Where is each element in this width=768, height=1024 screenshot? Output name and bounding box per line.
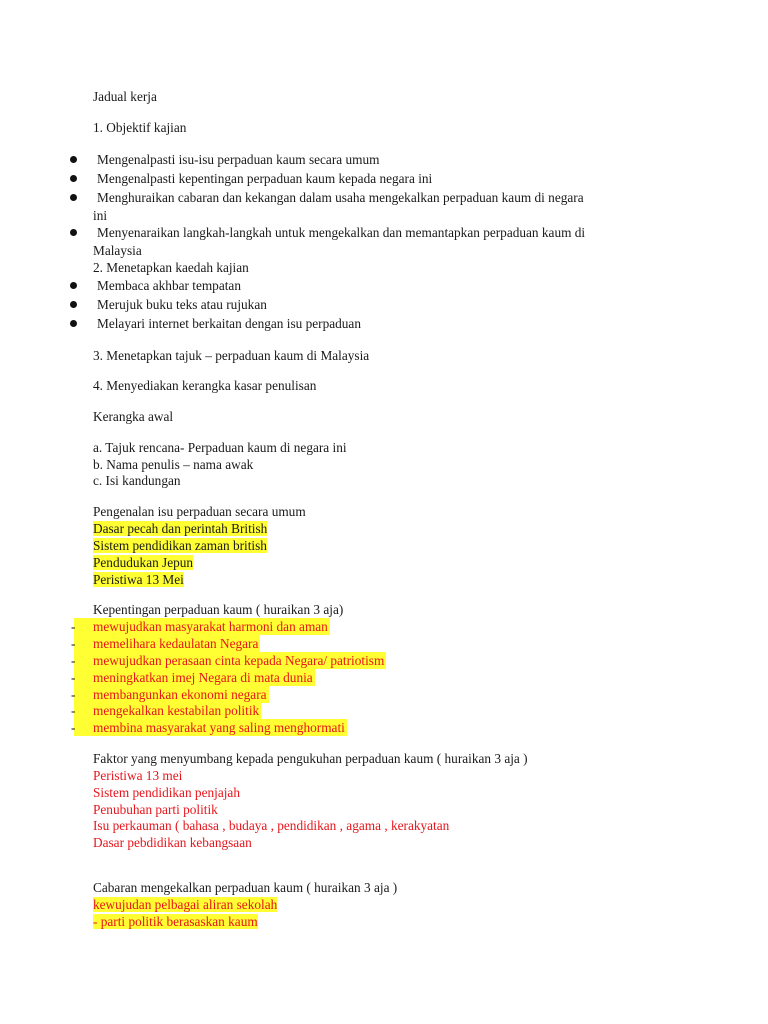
list-item-continuation: ini xyxy=(93,208,108,223)
faktor-item: Penubuhan parti politik xyxy=(93,802,218,817)
bullet-icon xyxy=(70,320,77,327)
list-item-text: Menghuraikan cabaran dan kekangan dalam usaha mengekalkan perpaduan kaum di negara xyxy=(97,190,584,205)
highlighted-item: Dasar pecah dan perintah British xyxy=(93,521,268,536)
list-item-text: Merujuk buku teks atau rujukan xyxy=(97,297,267,312)
dash-marker: - xyxy=(71,653,76,668)
page-title: Jadual kerja xyxy=(93,89,157,104)
list-item-text: membangunkan ekonomi negara xyxy=(93,687,267,702)
section2-heading: 2. Menetapkan kaedah kajian xyxy=(93,260,249,275)
faktor-item: Sistem pendidikan penjajah xyxy=(93,785,240,800)
section1-heading: 1. Objektif kajian xyxy=(93,120,187,135)
dash-marker: - xyxy=(71,703,76,718)
kerangka-item: b. Nama penulis – nama awak xyxy=(93,457,254,472)
dash-marker: - xyxy=(71,636,76,651)
list-item-text: Mengenalpasti isu-isu perpaduan kaum secara umum xyxy=(97,152,380,167)
list-item-text: memelihara kedaulatan Negara xyxy=(93,636,259,651)
dash-marker: - xyxy=(71,720,76,735)
kepentingan-heading: Kepentingan perpaduan kaum ( huraikan 3 aja) xyxy=(93,602,344,617)
kerangka-item: c. Isi kandungan xyxy=(93,473,181,488)
bullet-icon xyxy=(70,282,77,289)
list-item-text: mewujudkan perasaan cinta kepada Negara/ patriotism xyxy=(93,653,385,668)
section4-heading: 4. Menyediakan kerangka kasar penulisan xyxy=(93,378,317,393)
list-item-text: Mengenalpasti kepentingan perpaduan kaum kepada negara ini xyxy=(97,171,433,186)
highlighted-item: Peristiwa 13 Mei xyxy=(93,572,184,587)
dash-marker: - xyxy=(71,619,76,634)
bullet-icon xyxy=(70,175,77,182)
pengenalan-heading: Pengenalan isu perpaduan secara umum xyxy=(93,504,306,519)
bullet-icon xyxy=(70,301,77,308)
faktor-item: Dasar pebdidikan kebangsaan xyxy=(93,835,252,850)
list-item-text: membina masyarakat yang saling menghormati xyxy=(93,720,345,735)
highlighted-item: - parti politik berasaskan kaum xyxy=(93,914,258,929)
section3-heading: 3. Menetapkan tajuk – perpaduan kaum di Malaysia xyxy=(93,348,370,363)
bullet-icon xyxy=(70,194,77,201)
faktor-item: Peristiwa 13 mei xyxy=(93,768,183,783)
list-item-continuation: Malaysia xyxy=(93,243,142,258)
list-item-text: Melayari internet berkaitan dengan isu perpaduan xyxy=(97,316,361,331)
list-item-text: Menyenaraikan langkah-langkah untuk mengekalkan dan memantapkan perpaduan kaum di xyxy=(97,225,586,240)
bullet-icon xyxy=(70,156,77,163)
faktor-heading: Faktor yang menyumbang kepada pengukuhan perpaduan kaum ( huraikan 3 aja ) xyxy=(93,751,528,766)
kerangka-item: a. Tajuk rencana- Perpaduan kaum di negara ini xyxy=(93,440,347,455)
dash-marker: - xyxy=(71,670,76,685)
dash-marker: - xyxy=(71,687,76,702)
list-item-text: mewujudkan masyarakat harmoni dan aman xyxy=(93,619,328,634)
kerangka-heading: Kerangka awal xyxy=(93,409,174,424)
list-item-text: Membaca akhbar tempatan xyxy=(97,278,241,293)
list-item-text: meningkatkan imej Negara di mata dunia xyxy=(93,670,313,685)
faktor-item: Isu perkauman ( bahasa , budaya , pendidikan , agama , kerakyatan xyxy=(93,818,450,833)
cabaran-heading: Cabaran mengekalkan perpaduan kaum ( huraikan 3 aja ) xyxy=(93,880,398,895)
highlighted-item: Pendudukan Jepun xyxy=(93,555,194,570)
list-item-text: mengekalkan kestabilan politik xyxy=(93,703,260,718)
bullet-icon xyxy=(70,229,77,236)
highlighted-item: Sistem pendidikan zaman british xyxy=(93,538,267,553)
highlighted-item: kewujudan pelbagai aliran sekolah xyxy=(93,897,278,912)
